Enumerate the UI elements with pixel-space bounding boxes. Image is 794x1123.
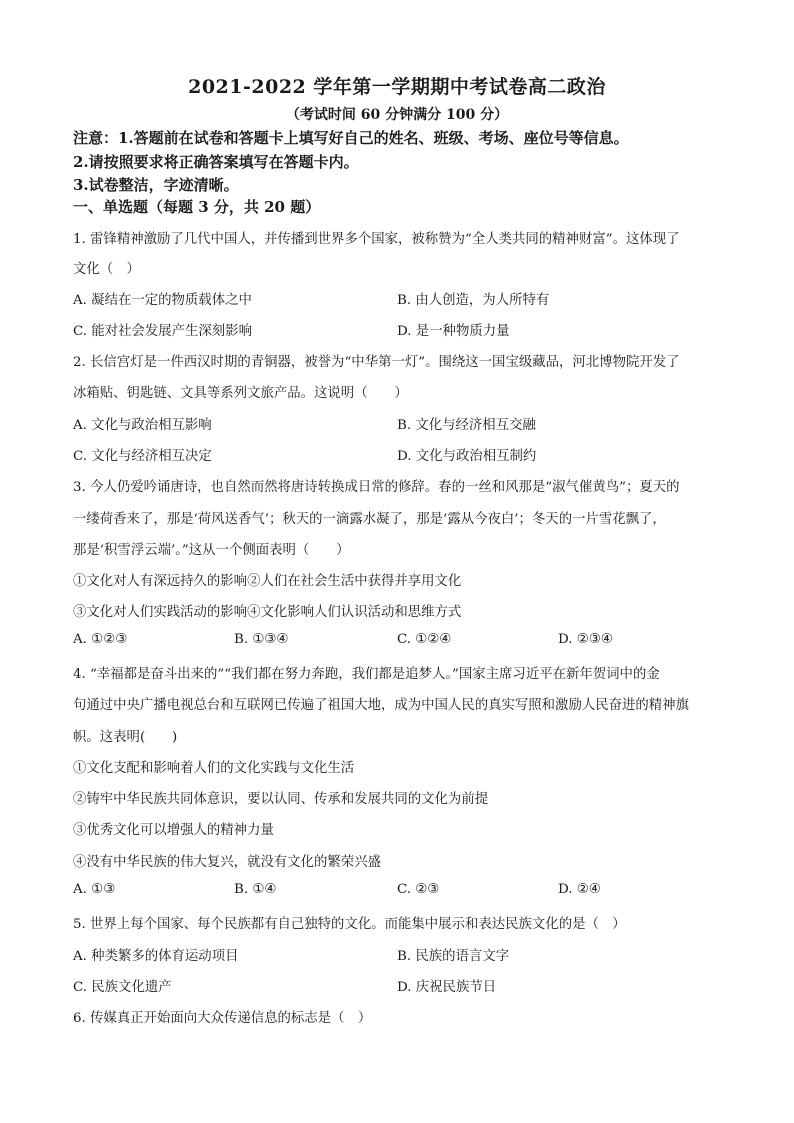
option-c: C. 文化与经济相互决定 [73, 449, 212, 464]
question-stem: 一缕荷香来了，那是‘荷风送香气’；秋天的一滴露水凝了，那是‘露从今夜白’；冬天的一片雪花飘了， [73, 512, 666, 527]
option-d: D. ②③④ [558, 632, 613, 647]
statement-line: ①文化支配和影响着人们的文化实践与文化生活 [73, 761, 355, 776]
question-stem: 6. 传媒真正开始面向大众传递信息的标志是（ ） [73, 1011, 372, 1026]
option-c: C. 能对社会发展产生深刻影响 [73, 324, 252, 339]
option-a: A. ①③ [73, 882, 116, 897]
question-stem: 文化（ ） [73, 262, 140, 277]
option-d: D. 庆祝民族节日 [397, 980, 497, 995]
option-c: C. ①②④ [397, 632, 452, 647]
option-b: B. ①④ [234, 882, 277, 897]
question-stem: 那是‘积雪浮云端’。”这从一个侧面表明（ ） [73, 543, 350, 558]
option-b: B. 由人创造，为人所特有 [397, 293, 550, 308]
question-stem: 帜。这表明( ) [73, 730, 178, 745]
option-c: C. 民族文化遗产 [73, 980, 172, 995]
option-a: A. 文化与政治相互影响 [73, 418, 212, 433]
option-c: C. ②③ [397, 882, 440, 897]
question-stem: 句通过中央广播电视总台和互联网已传遍了祖国大地，成为中国人民的真实写照和激励人民奋进的精神旗 [73, 698, 689, 713]
option-b: B. 文化与经济相互交融 [397, 418, 536, 433]
option-b: B. ①③④ [234, 632, 289, 647]
question-stem: 5. 世界上每个国家、每个民族都有自己独特的文化。而能集中展示和表达民族文化的是（ ） [73, 917, 626, 932]
instruction-line: 注意：1.答题前在试卷和答题卡上填写好自己的姓名、班级、考场、座位号等信息。 [73, 129, 629, 147]
option-b: B. 民族的语言文字 [397, 949, 510, 964]
option-d: D. 是一种物质力量 [397, 324, 510, 339]
page-title: 2021-2022 学年第一学期期中考试卷高二政治 [188, 76, 606, 98]
option-a: A. ①②③ [73, 632, 128, 647]
instruction-line: 2.请按照要求将正确答案填写在答题卡内。 [73, 153, 359, 171]
statement-line: ③文化对人们实践活动的影响④文化影响人们认识活动和思维方式 [73, 605, 462, 620]
option-a: A. 凝结在一定的物质载体之中 [73, 293, 252, 308]
exam-time-note: （考试时间 60 分钟满分 100 分） [285, 107, 509, 123]
statement-line: ①文化对人有深远持久的影响②人们在社会生活中获得并享用文化 [73, 574, 462, 589]
option-d: D. 文化与政治相互制约 [397, 449, 537, 464]
statement-line: ④没有中华民族的伟大复兴，就没有文化的繁荣兴盛 [73, 855, 381, 870]
question-stem: 冰箱贴、钥匙链、文具等系列文旅产品。这说明（ ） [73, 386, 408, 401]
question-stem: 3. 今人仍爱吟诵唐诗，也自然而然将唐诗转换成日常的修辞。春的一丝和风那是“淑气催黄鸟”；夏天的 [73, 480, 680, 495]
question-stem: 2. 长信宫灯是一件西汉时期的青铜器，被誉为“中华第一灯”。围绕这一国宝级藏品，河北博物院开发了 [73, 355, 680, 370]
statement-line: ②铸牢中华民族共同体意识，要以认同、传承和发展共同的文化为前提 [73, 792, 489, 807]
option-a: A. 种类繁多的体育运动项目 [73, 949, 239, 964]
option-d: D. ②④ [558, 882, 601, 897]
instruction-line: 3.试卷整洁，字迹清晰。 [73, 176, 239, 194]
question-stem: 4. “幸福都是奋斗出来的”“我们都在努力奔跑，我们都是追梦人。”国家主席习近平在新年贺词中的金 [73, 667, 660, 682]
section-heading: 一、单选题（每题 3 分，共 20 题） [73, 198, 321, 216]
statement-line: ③优秀文化可以增强人的精神力量 [73, 823, 274, 838]
question-stem: 1. 雷锋精神激励了几代中国人，并传播到世界多个国家，被称赞为“全人类共同的精神财富”。这体现了 [73, 232, 680, 247]
